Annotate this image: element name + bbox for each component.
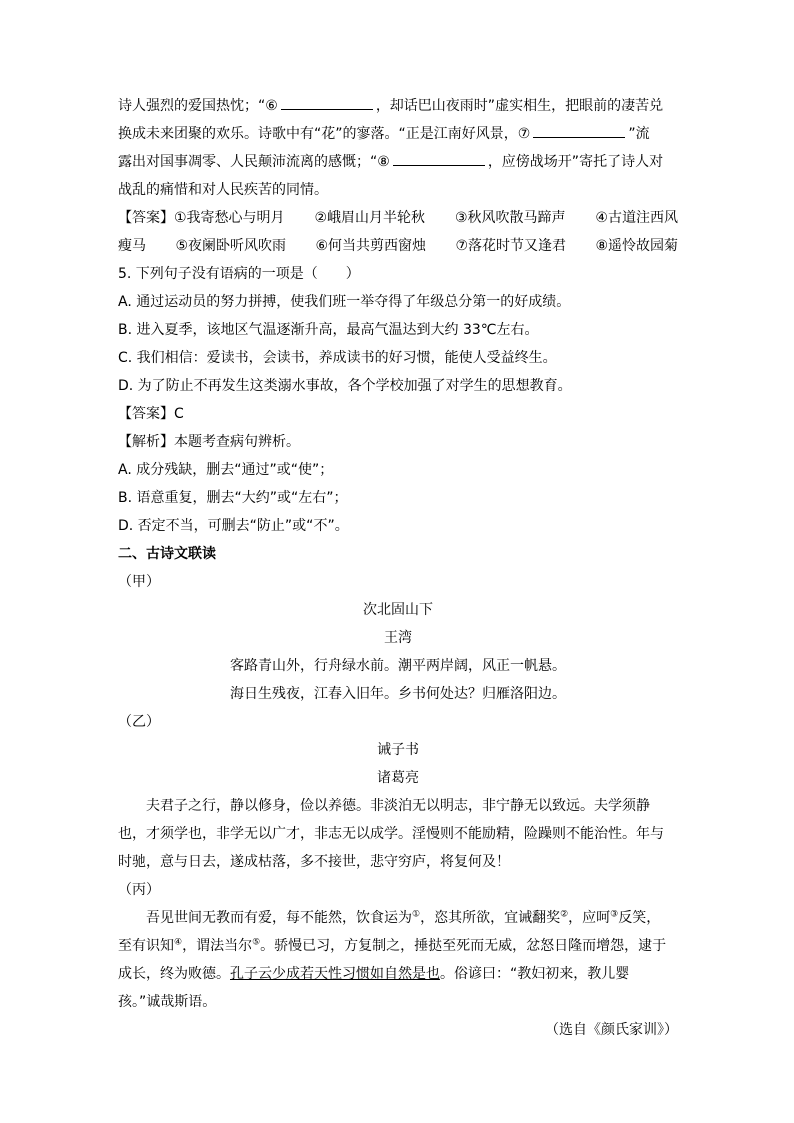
fill-in-line-3: [118, 148, 678, 176]
text: ，应傍战场开”寄托了诗人对: [487, 154, 664, 170]
bing-line-1: [118, 904, 678, 932]
text: 露出对国事凋零、人民颠沛流离的感慨；“⑧: [118, 154, 390, 170]
answer-blank-6: [281, 95, 373, 110]
poem-title: 次北固山下: [363, 602, 433, 618]
answer-row-1: [118, 204, 678, 232]
bing-line-2: [118, 932, 678, 960]
text: 诗人强烈的爱国热忱；“⑥: [118, 98, 278, 114]
source-citation: （选自《颜氏家训》）: [545, 1022, 678, 1038]
fill-in-line-4: 战乱的痛惜和对人民疾苦的同情。: [118, 182, 328, 198]
letter-title: 诫子书: [377, 742, 419, 758]
bing-line-4: 孩。”诚哉斯语。: [118, 994, 217, 1010]
poem-line-1: 客路青山外，行舟绿水前。潮平两岸阔，风正一帆悬。: [230, 658, 566, 674]
answer-blank-8: [393, 151, 485, 166]
answer-item: ④古道注西风: [595, 210, 678, 226]
answer-item: ②峨眉山月半轮秋: [314, 210, 426, 226]
answer-item: ③秋风吹散马蹄声: [454, 210, 566, 226]
footnote-mark: ⑤: [252, 937, 261, 948]
text: 换成未来团聚的欢乐。诗歌中有“花”的寥落。“正是江南好风景，⑦: [118, 126, 531, 142]
letter-line-2: 也，才须学也，非学无以广才，非志无以成学。淫慢则不能励精，险躁则不能治性。年与: [118, 826, 664, 842]
text: ”流: [628, 126, 650, 142]
fill-in-line-2: [118, 120, 678, 148]
q5-answer: 【答案】C: [118, 406, 184, 422]
q5-analysis-d: D. 否定不当，可删去“防止”或“不”。: [118, 518, 349, 534]
answer-item: ⑤夜阑卧听风吹雨: [175, 238, 286, 254]
letter-line-1: 夫君子之行，静以修身，俭以养德。非淡泊无以明志，非宁静无以致远。夫学须静: [146, 798, 650, 814]
option-b: B. 进入夏季，该地区气温逐渐升高，最高气温达到大约 33℃左右。: [118, 322, 539, 338]
answer-item: ⑧遥怜故园菊: [595, 238, 678, 254]
answer-item: ⑦落花时节又逢君: [455, 238, 566, 254]
text: 反笑，: [618, 910, 661, 926]
option-d: D. 为了防止不再发生这类溺水事故，各个学校加强了对学生的思想教育。: [118, 378, 572, 394]
fill-in-line-1: [118, 92, 678, 120]
answer-item: 瘦马: [118, 238, 146, 254]
document-body: [118, 92, 678, 1044]
bing-line-3: [118, 960, 678, 988]
footnote-mark: ④: [174, 937, 183, 948]
text: ，谓法当尔: [182, 938, 253, 954]
footnote-mark: ③: [610, 909, 619, 920]
label-bing: （丙）: [118, 882, 160, 898]
label-jia: （甲）: [118, 574, 160, 590]
q5-analysis-a: A. 成分残缺，删去“通过”或“使”；: [118, 462, 334, 478]
text: 。俗谚曰：“教妇初来，教儿婴: [440, 966, 630, 982]
answer-item: 【答案】①我寄愁心与明月: [118, 210, 285, 226]
answer-blank-7: [533, 123, 625, 138]
letter-author: 诸葛亮: [377, 770, 419, 786]
text: ，应呵: [568, 910, 611, 926]
text: ，恣其所欲，宜诫翻奖: [420, 910, 561, 926]
footnote-mark: ②: [560, 909, 569, 920]
text: ，却话巴山夜雨时”虚实相生，把眼前的凄苦兑: [375, 98, 664, 114]
poem-line-2: 海日生残夜，江春入旧年。乡书何处达？归雁洛阳边。: [230, 686, 566, 702]
label-yi: （乙）: [118, 714, 160, 730]
q5-analysis-title: 【解析】本题考查病句辨析。: [118, 434, 300, 450]
text: 至有识知: [118, 938, 174, 954]
answer-item: ⑥何当共剪西窗烛: [315, 238, 426, 254]
footnote-mark: ①: [412, 909, 421, 920]
text: 成长，终为败德。: [118, 966, 230, 982]
option-c: C. 我们相信：爱读书，会读书，养成读书的好习惯，能使人受益终生。: [118, 350, 557, 366]
letter-line-3: 时驰，意与日去，遂成枯落，多不接世，悲守穷庐，将复何及！: [118, 854, 510, 870]
text: 。骄慢已习，方复制之，捶挞至死而无威，忿怒日隆而增怨，逮于: [260, 938, 667, 954]
poem-author: 王湾: [384, 630, 412, 646]
section-heading: 二、古诗文联读: [118, 546, 216, 562]
question-5-stem: 5. 下列句子没有语病的一项是（ ）: [118, 266, 360, 282]
q5-analysis-b: B. 语意重复，删去“大约”或“左右”；: [118, 490, 348, 506]
answer-row-2: [118, 232, 678, 260]
underlined-sentence: 孔子云少成若天性习惯如自然是也: [230, 966, 440, 982]
option-a: A. 通过运动员的努力拼搏，使我们班一举夺得了年级总分第一的好成绩。: [118, 294, 571, 310]
text: 吾见世间无教而有爱，每不能然，饮食运为: [146, 910, 412, 926]
